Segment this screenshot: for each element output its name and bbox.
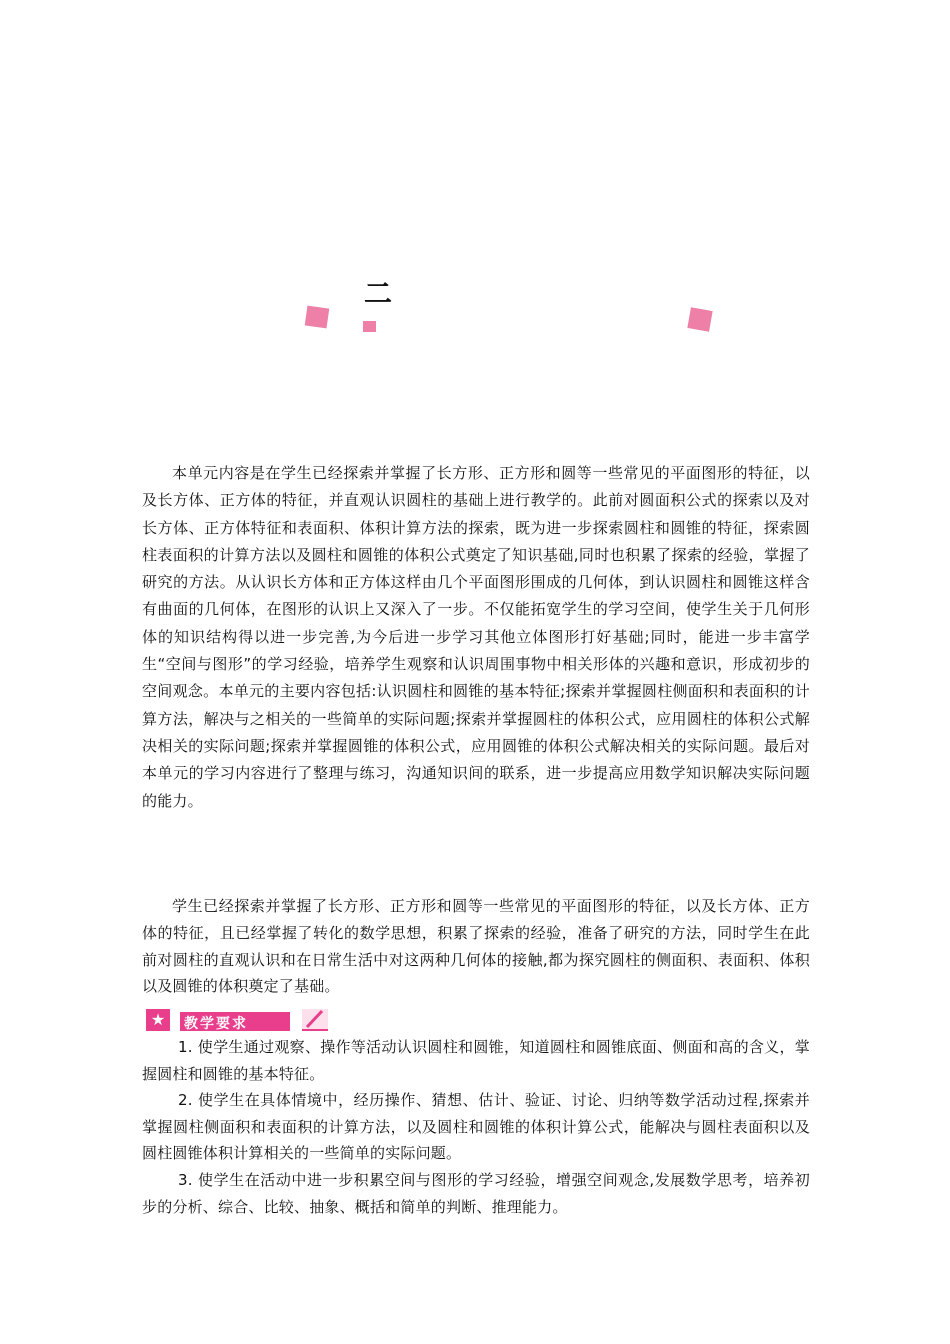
decorative-pink-square-left (305, 306, 330, 329)
pen-icon (302, 1009, 328, 1031)
decorative-pink-square-small (363, 321, 376, 332)
unit-content-paragraph: 本单元内容是在学生已经探索并掌握了长方形、正方形和圆等一些常见的平面图形的特征，以及长方体、正方体的特征，并直观认识圆柱的基础上进行教学的。此前对圆面积公式的探索以及对长方体、正方体特征和表面积、体积计算方法的探索，既为进一步探索圆柱和圆锥的特征，探索圆柱表面积的计算方法以及圆柱和圆锥的体积公式奠定了知识基础,同时也积累了探索的经验，掌握了研究的方法。从认识长方体和正方体这样由几个平面图形围成的几何体，到认识圆柱和圆锥这样含有曲面的几何体，在图形的认识上又深入了一步。不仅能拓宽学生的学习空间，使学生关于几何形体的知识结构得以进一步完善,为今后进一步学习其他立体图形打好基础;同时，能进一步丰富学生“空间与图形”的学习经验，培养学生观察和认识周围事物中相关形体的兴趣和意识，形成初步的空间观念。本单元的主要内容包括:认识圆柱和圆锥的基本特征;探索并掌握圆柱侧面积和表面积的计算方法，解决与之相关的一些简单的实际问题;探索并掌握圆柱的体积公式，应用圆柱的体积公式解决相关的实际问题;探索并掌握圆锥的体积公式，应用圆锥的体积公式解决相关的实际问题。最后对本单元的学习内容进行了整理与练习，沟通知识间的联系，进一步提高应用数学知识解决实际问题的能力。 (142, 464, 810, 810)
requirement-item: 1. 使学生通过观察、操作等活动认识圆柱和圆锥，知道圆柱和圆锥底面、侧面和高的含义，掌握圆柱和圆锥的基本特征。 (142, 1038, 810, 1083)
requirement-item: 2. 使学生在具体情境中，经历操作、猜想、估计、验证、讨论、归纳等数学活动过程,探索并掌握圆柱侧面积和表面积的计算方法，以及圆柱和圆锥的体积计算公式，能解决与圆柱表面积以及圆柱圆锥体积计算相关的一些简单的实际问题。 (142, 1091, 810, 1162)
section-title: 教学要求 (180, 1012, 290, 1031)
decorative-pink-square-right (687, 307, 712, 332)
student-background-paragraph: 学生已经探索并掌握了长方形、正方形和圆等一些常见的平面图形的特征，以及长方体、正方体的特征，且已经掌握了转化的数学思想，积累了探索的经验，准备了研究的方法，同时学生在此前对圆柱的直观认识和在日常生活中对这两种几何体的接触,都为探究圆柱的侧面积、表面积、体积以及圆锥的体积奠定了基础。 (142, 897, 810, 996)
star-icon: ★ (146, 1009, 170, 1031)
unit-heading-glyph: 二 (364, 277, 393, 310)
teaching-requirements-header (146, 1009, 336, 1031)
requirement-item: 3. 使学生在活动中进一步积累空间与图形的学习经验，增强空间观念,发展数学思考，培养初步的分析、综合、比较、抽象、概括和简单的判断、推理能力。 (142, 1171, 810, 1216)
